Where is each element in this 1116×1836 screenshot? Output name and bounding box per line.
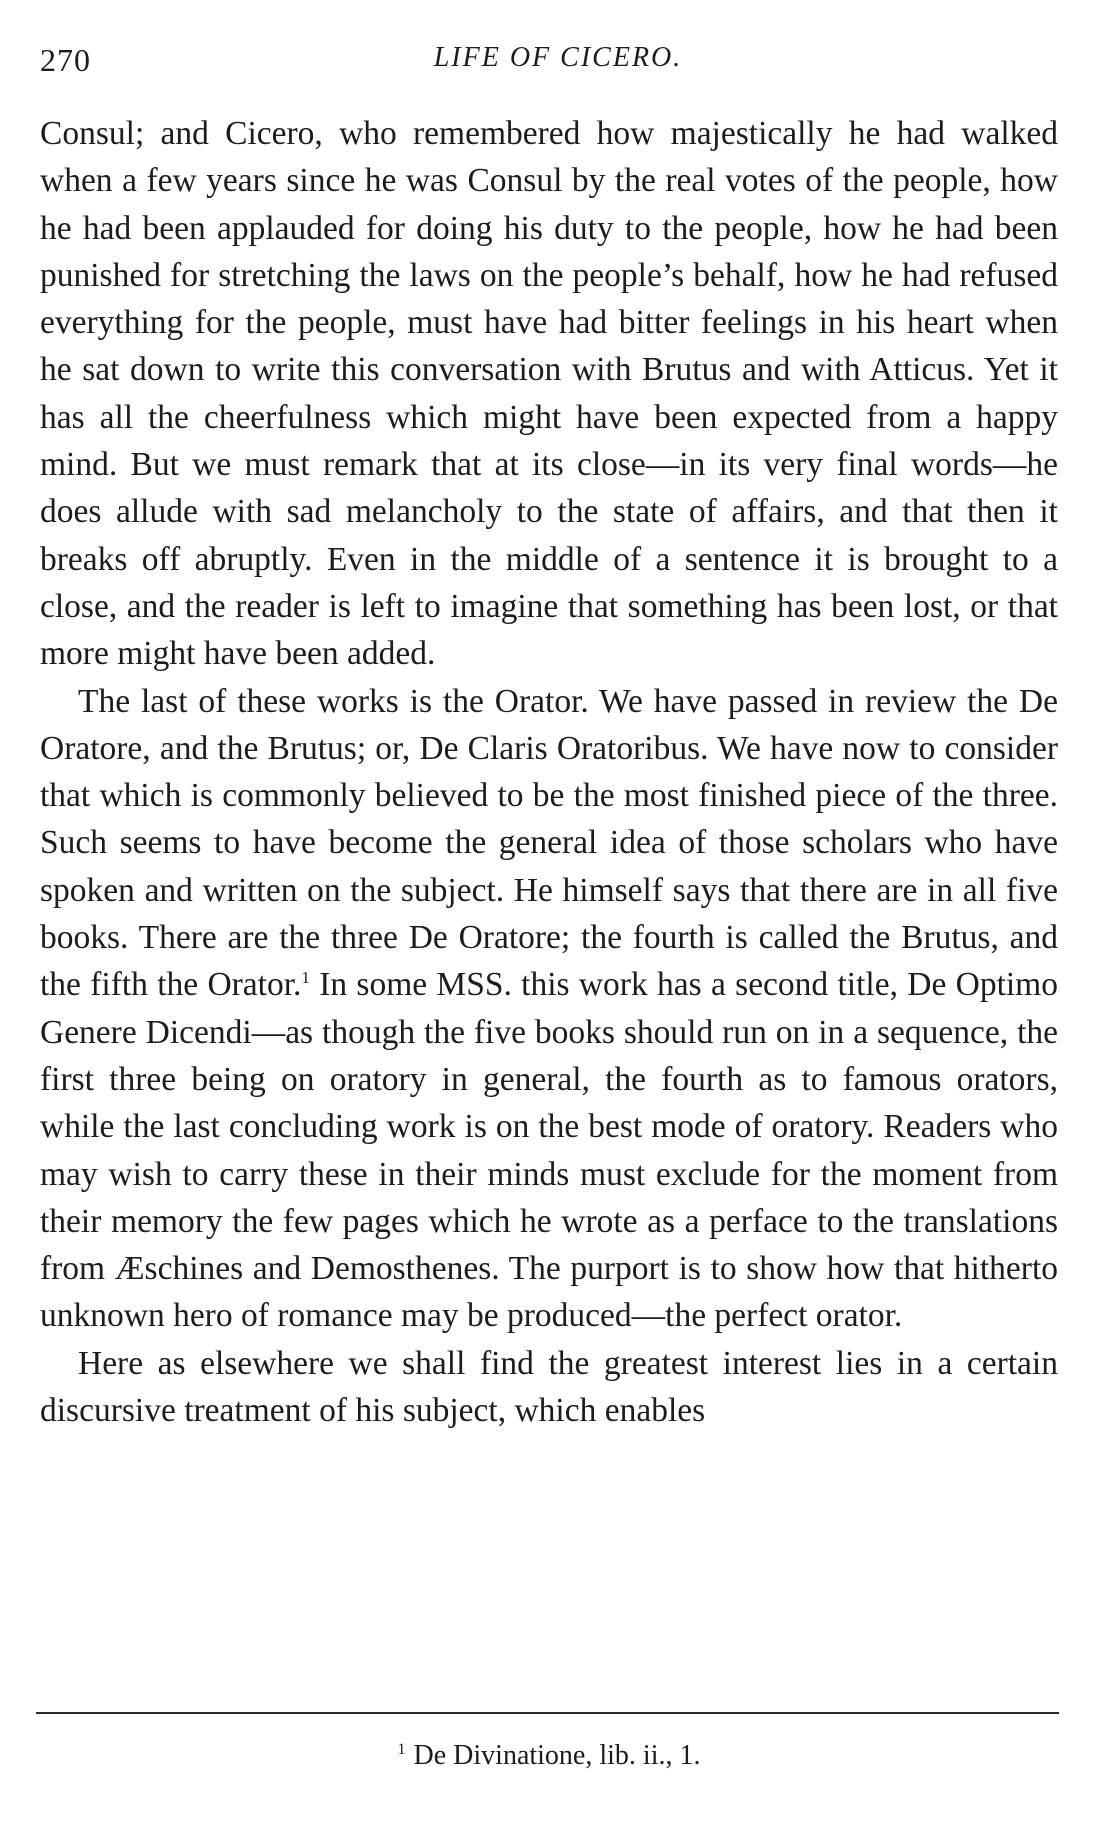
footnote-text: De Divinatione, lib. ii., 1. — [413, 1740, 701, 1771]
body-text — [40, 110, 1058, 1434]
footnote-marker: 1 — [397, 1740, 406, 1758]
footnote-divider — [36, 1712, 1059, 1714]
footnote — [40, 1740, 1058, 1772]
paragraph-orator-text-end: In some MSS. this work has a second title, De Optimo Genere Dicendi—as though the five books should run on in a sequence, the first three being on oratory in general, the fourth as to famous orators, while the last concluding work is on the best mode of oratory. Readers who may wish to carry these in their minds must exclude for the moment from their memory the few pages which he wrote as a perface to the translations from Æschines and Demosthenes. The purport is to show how that hitherto unknown hero of romance may be produced—the perfect orator. — [40, 966, 1058, 1335]
paragraph-discursive: Here as elsewhere we shall find the greatest interest lies in a certain discursive treatment of his subject, which enables — [40, 1344, 1058, 1430]
page-header — [40, 42, 1076, 86]
paragraph-continued: Consul; and Cicero, who remembered how majestically he had walked when a few years since he was Consul by the real votes of the people, how he had been applauded for doing his duty to the people, how he had been punished for stretching the laws on the people’s behalf, how he had refused everything for the people, must have had bitter feelings in his heart when he sat down to write this conversation with Brutus and with Atticus. Yet it has all the cheerfulness which might have been expected from a happy mind. But we must remark that at its close—in its very final words—he does allude with sad melancholy to the state of affairs, and that then it breaks off abruptly. Even in the middle of a sentence it is brought to a close, and the reader is left to imagine that something has been lost, or that more might have been added. — [40, 115, 1058, 673]
page-number: 270 — [40, 42, 91, 78]
running-title: LIFE OF CICERO. — [433, 42, 683, 73]
footnote-reference: 1 — [301, 968, 310, 988]
paragraph-orator — [40, 678, 1058, 1340]
paragraph-orator-text-start: The last of these works is the Orator. We have passed in review the De Oratore, and the Brutus; or, De Claris Oratoribus. We have now to consider that which is commonly believed to be the most finished piece of the three. Such seems to have become the general idea of those scholars who have spoken and written on the subject. He himself says that there are in all five books. There are the three De Oratore; the fourth is called the Brutus, and the fifth the Orator. — [40, 682, 1058, 1004]
